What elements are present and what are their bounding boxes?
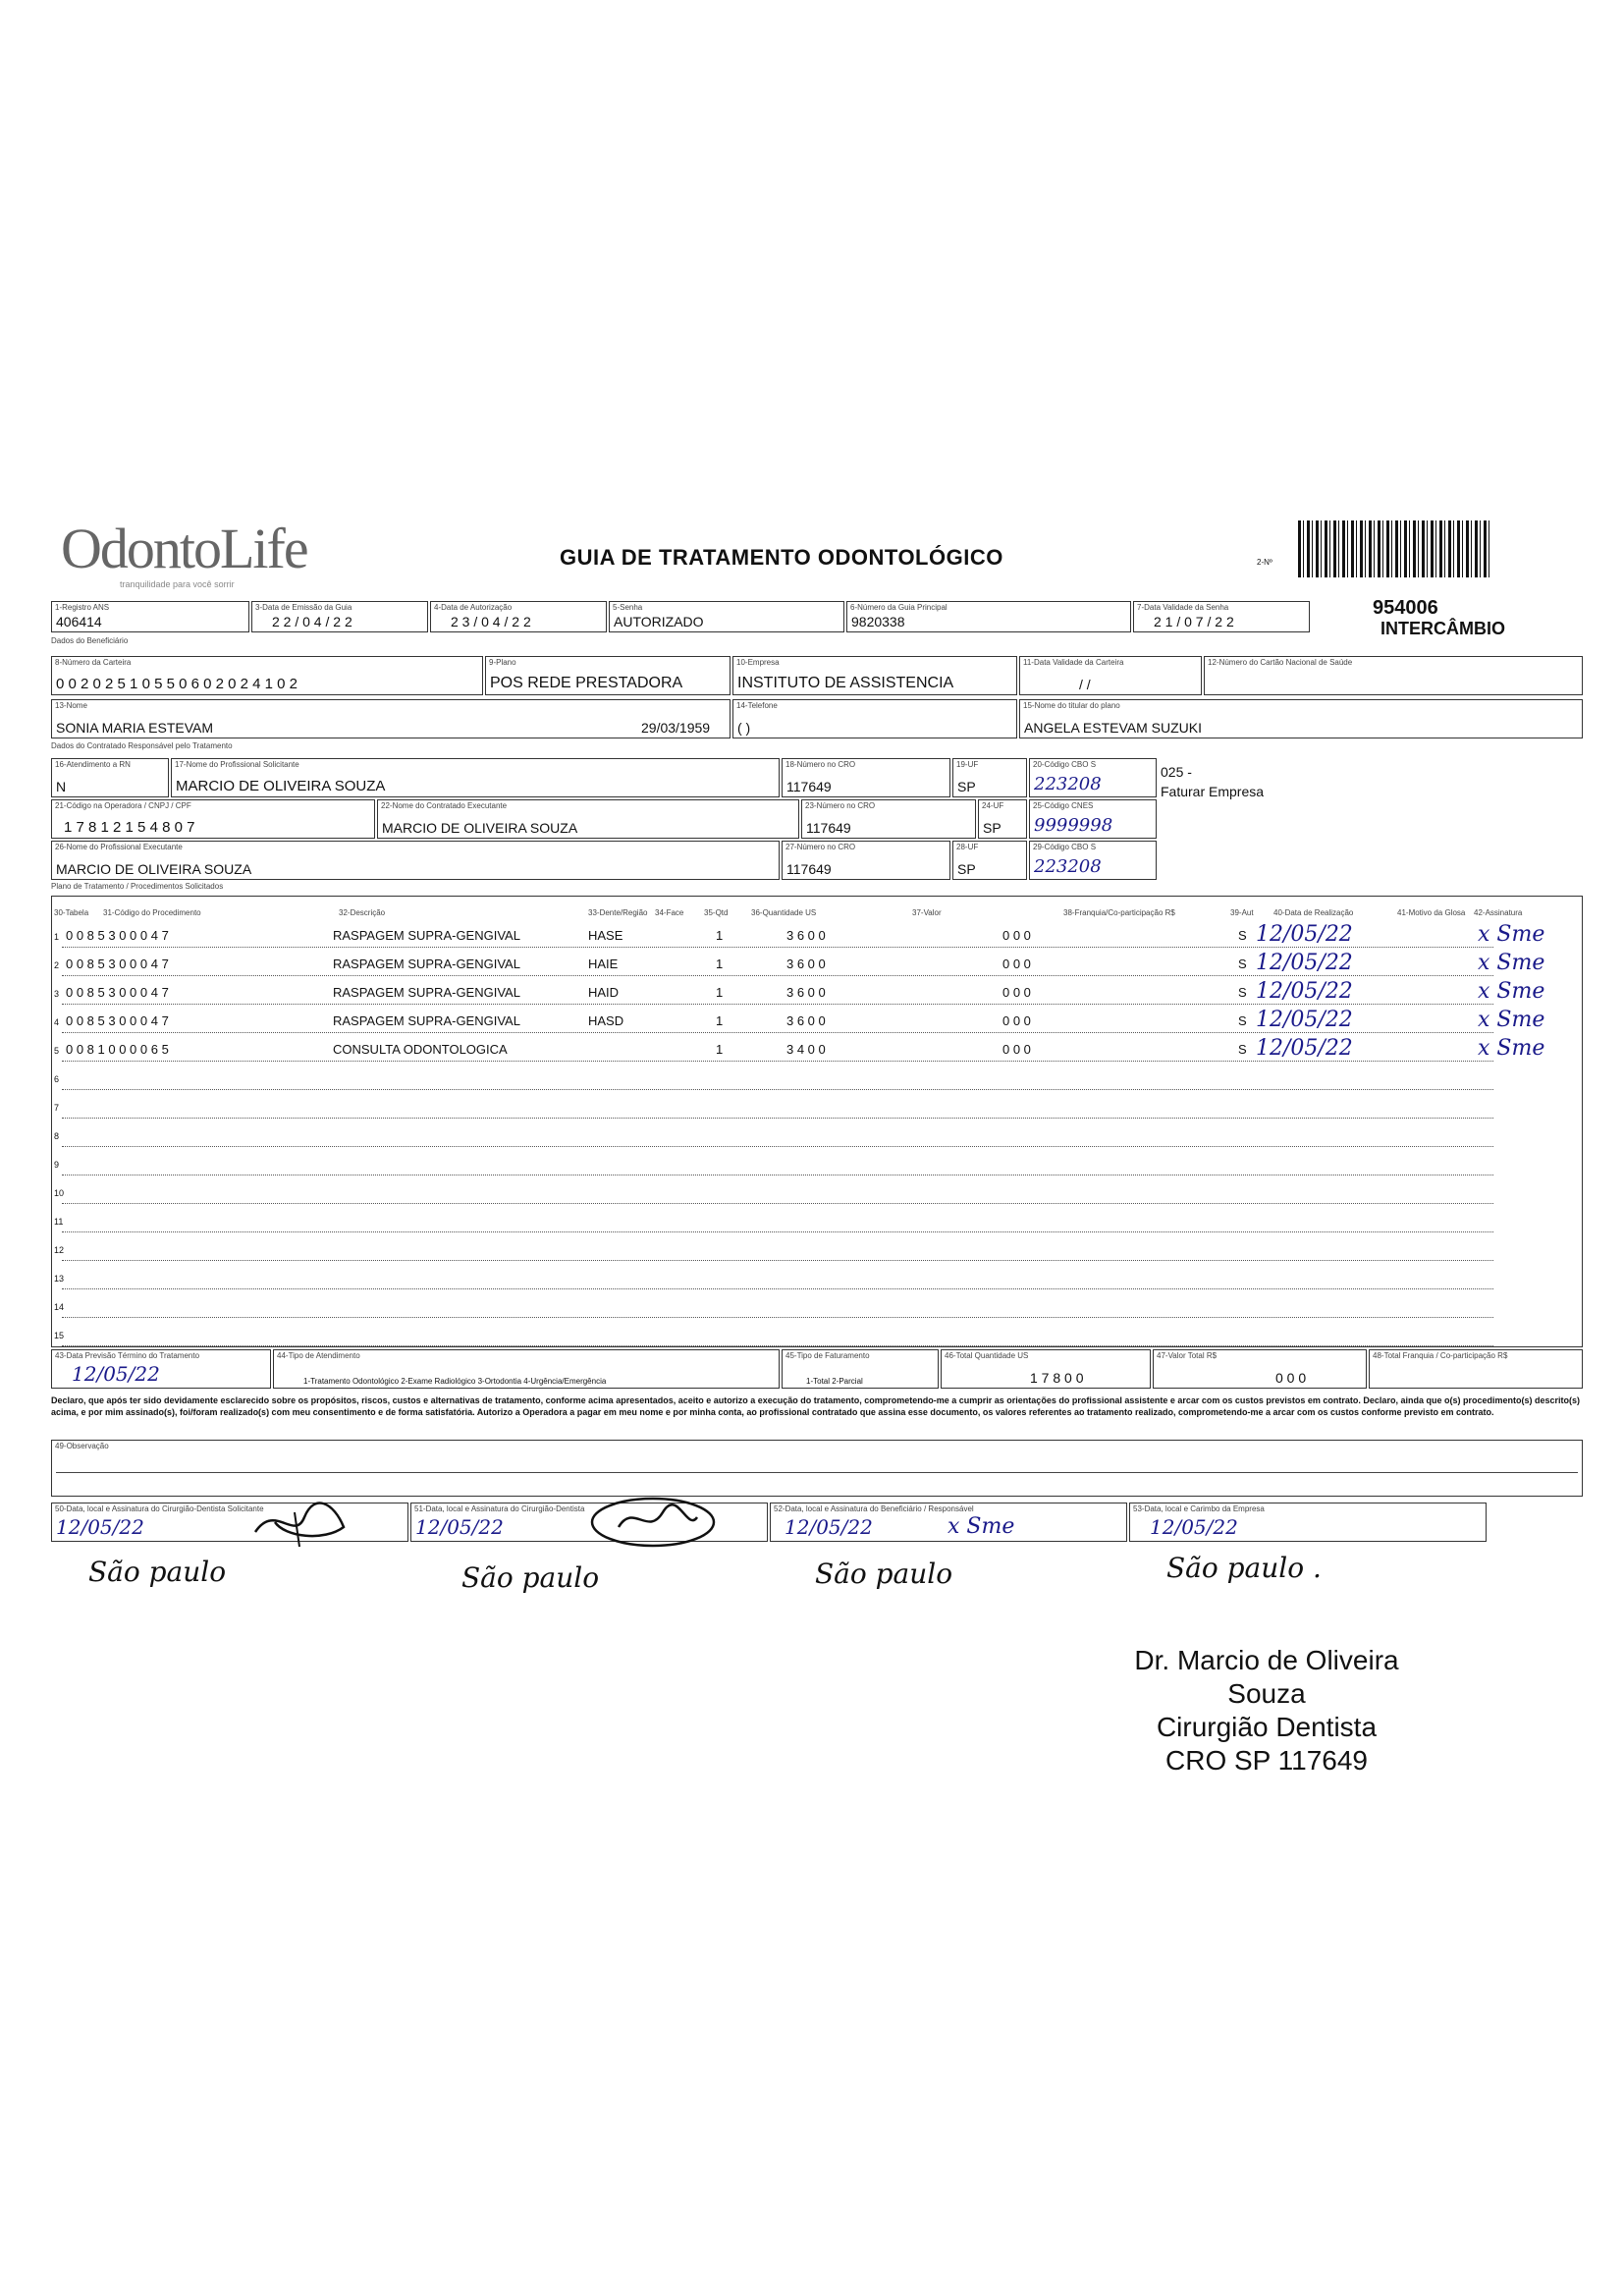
procedure-qty: 1 [716,957,724,971]
table-row [52,1150,1582,1178]
table-row [52,922,1582,951]
table-row [52,1036,1582,1065]
field-guia-principal: 6-Número da Guia Principal 9820338 [846,601,1131,632]
row-number: 7 [54,1103,60,1113]
procedure-region: HAID [588,985,620,1000]
procedure-signature: x Sme [1478,979,1545,1004]
guide-number: 954006 [1373,597,1438,619]
table-row [52,951,1582,979]
field-empresa: 10-Empresa INSTITUTO DE ASSISTENCIA [732,656,1017,695]
place-handwritten-1: São paulo [88,1556,227,1588]
field-telefone: 14-Telefone ( ) [732,699,1017,738]
field-uf-prof-executante: 28-UF SP [952,841,1027,880]
row-number: 2 [54,960,60,970]
field-cro-solicitante: 18-Número no CRO 117649 [782,758,950,797]
stamp-cro: CRO SP 117649 [1165,1745,1368,1776]
procedure-date: 12/05/22 [1256,979,1353,1004]
row-number: 3 [54,989,60,999]
procedure-valor: 0 0 0 [1002,985,1031,1000]
odontolife-logo: OdontoLife [61,517,307,580]
procedure-aut: S [1238,928,1247,943]
table-row [52,1008,1582,1036]
procedure-code: 0 0 8 1 0 0 0 0 6 5 [66,1042,169,1057]
procedure-region: HASD [588,1013,624,1028]
procedure-date: 12/05/22 [1256,951,1353,975]
header-aut: 39-Aut [1230,908,1254,917]
field-data-autorizacao: 4-Data de Autorização 2 3 / 0 4 / 2 2 [430,601,607,632]
procedure-qty: 1 [716,985,724,1000]
field-uf-solicitante: 19-UF SP [952,758,1027,797]
field-cbo-solicitante: 20-Código CBO S 223208 [1029,758,1157,797]
procedure-signature: x Sme [1478,922,1545,947]
procedure-aut: S [1238,985,1247,1000]
table-row [52,1264,1582,1292]
row-number: 9 [54,1160,60,1170]
field-observacao: 49-Observação [51,1440,1583,1497]
procedure-us: 3 4 0 0 [786,1042,826,1057]
header-tabela: 30-Tabela [54,908,89,917]
header-valor: 37-Valor [912,908,942,917]
procedures-table [51,896,1583,1347]
procedure-us: 3 6 0 0 [786,985,826,1000]
signature-box-executante: 51-Data, local e Assinatura do Cirurgião-Dentista 12/05/22 [410,1503,768,1542]
row-number: 14 [54,1302,65,1312]
field-atendimento-rn: 16-Atendimento a RN N [51,758,169,797]
row-number: 4 [54,1017,60,1027]
procedure-valor: 0 0 0 [1002,1042,1031,1057]
field-valor-total: 47-Valor Total R$ 0 0 0 [1153,1349,1367,1389]
dentist-stamp [1100,1644,1434,1777]
field-previsao-termino: 43-Data Previsão Término do Tratamento 12/05/22 [51,1349,271,1389]
table-row [52,1121,1582,1150]
declaration-text: Declaro, que após ter sido devidamente esclarecido sobre os propósitos, riscos, custos e alternativas de tratamento, conforme acima apresentados, aceito e autorizo a execução do tratamento, comprometendo-me a cumprir as orientações do profissional assistente e arcar com os custos previstos em contrato. Declaro, ainda que o(s) procedimento(s) descrito(s) acima, e por mim assinado(s), foi/foram realizado(s) com meu consentimento e de forma satisfatória. Autorizo a Operadora a pagar em meu nome e por minha conta, ao profissional contratado que assina esse documento, os valores referentes ao tratamento realizado, comprometendo-me a arcar com os custos conforme previsto em contrato. [51,1395,1580,1417]
signature-box-beneficiario: 52-Data, local e Assinatura do Beneficiário / Responsável 12/05/22 x Sme [770,1503,1127,1542]
procedure-date: 12/05/22 [1256,1008,1353,1032]
procedure-us: 3 6 0 0 [786,1013,826,1028]
procedure-us: 3 6 0 0 [786,928,826,943]
procedure-code: 0 0 8 5 3 0 0 0 4 7 [66,985,169,1000]
header-dente: 33-Dente/Região [588,908,648,917]
header-assinatura: 42-Assinatura [1474,908,1523,917]
place-handwritten-4: São paulo . [1166,1552,1322,1584]
procedure-code: 0 0 8 5 3 0 0 0 4 7 [66,928,169,943]
header-qtd: 35-Qtd [704,908,729,917]
field-plano: 9-Plano POS REDE PRESTADORA [485,656,731,695]
procedure-description: CONSULTA ODONTOLOGICA [333,1042,508,1057]
signature-box-solicitante: 50-Data, local e Assinatura do Cirurgião-Dentista Solicitante 12/05/22 [51,1503,408,1542]
procedure-valor: 0 0 0 [1002,957,1031,971]
field-nome: 13-Nome SONIA MARIA ESTEVAM 29/03/1959 [51,699,731,738]
procedure-aut: S [1238,957,1247,971]
field-cartao-nacional: 12-Número do Cartão Nacional de Saúde [1204,656,1583,695]
signature-scribble-2 [589,1493,736,1552]
field-registro-ans: 1-Registro ANS 406414 [51,601,249,632]
header-us: 36-Quantidade US [751,908,817,917]
field-validade-senha: 7-Data Validade da Senha 2 1 / 0 7 / 2 2 [1133,601,1310,632]
section-plano: Plano de Tratamento / Procedimentos Solicitados [51,882,224,891]
procedure-date: 12/05/22 [1256,1036,1353,1061]
barcode-image [1298,520,1491,577]
page-title: GUIA DE TRATAMENTO ODONTOLÓGICO [560,545,1003,570]
row-number: 8 [54,1131,60,1141]
table-row [52,1292,1582,1321]
procedure-description: RASPAGEM SUPRA-GENGIVAL [333,957,520,971]
procedure-us: 3 6 0 0 [786,957,826,971]
stamp-title: Cirurgião Dentista [1156,1712,1378,1742]
procedure-code: 0 0 8 5 3 0 0 0 4 7 [66,1013,169,1028]
procedure-signature: x Sme [1478,1008,1545,1032]
header-face: 34-Face [655,908,684,917]
header-franquia: 38-Franquia/Co-participação R$ [1063,908,1175,917]
row-number: 10 [54,1188,65,1198]
table-row [52,1321,1582,1349]
row-number: 11 [54,1217,64,1227]
signature-box-empresa: 53-Data, local e Carimbo da Empresa 12/05/22 [1129,1503,1487,1542]
procedure-description: RASPAGEM SUPRA-GENGIVAL [333,928,520,943]
field-data-emissao: 3-Data de Emissão da Guia 2 2 / 0 4 / 2 2 [251,601,428,632]
procedure-qty: 1 [716,1013,724,1028]
procedure-date: 12/05/22 [1256,922,1353,947]
header-data-realizacao: 40-Data de Realização [1273,908,1354,917]
field-titular: 15-Nome do titular do plano ANGELA ESTEVAM SUZUKI [1019,699,1583,738]
row-number: 15 [54,1331,65,1340]
field-cro-prof-executante: 27-Número no CRO 117649 [782,841,950,880]
guide-type: INTERCÂMBIO [1380,619,1505,638]
section-contratado: Dados do Contratado Responsável pelo Tratamento [51,741,233,750]
procedure-region: HAIE [588,957,619,971]
row-number: 1 [54,932,60,942]
field-total-franquia: 48-Total Franquia / Co-participação R$ [1369,1349,1583,1389]
place-handwritten-2: São paulo [461,1561,600,1594]
procedure-qty: 1 [716,928,724,943]
procedure-signature: x Sme [1478,951,1545,975]
procedure-valor: 0 0 0 [1002,1013,1031,1028]
field-profissional-solicitante: 17-Nome do Profissional Solicitante MARCIO DE OLIVEIRA SOUZA [171,758,780,797]
procedure-description: RASPAGEM SUPRA-GENGIVAL [333,1013,520,1028]
table-row [52,1093,1582,1121]
guide-number-label: 2-Nº [1257,558,1272,567]
procedure-region: HASE [588,928,623,943]
procedure-qty: 1 [716,1042,724,1057]
field-validade-carteira: 11-Data Validade da Carteira / / [1019,656,1202,695]
field-tipo-atendimento: 44-Tipo de Atendimento 1-Tratamento Odontológico 2-Exame Radiológico 3-Ortodontia 4-Urgência/Emergência [273,1349,780,1389]
field-uf-executante: 24-UF SP [978,799,1027,839]
section-beneficiario: Dados do Beneficiário [51,636,129,645]
row-number: 13 [54,1274,65,1284]
field-numero-carteira: 8-Número da Carteira 0 0 2 0 2 5 1 0 5 5 0 6 0 2 0 2 4 1 0 2 [51,656,483,695]
procedure-description: RASPAGEM SUPRA-GENGIVAL [333,985,520,1000]
faturamento-code: 025 - [1161,764,1192,780]
field-profissional-executante: 26-Nome do Profissional Executante MARCIO DE OLIVEIRA SOUZA [51,841,780,880]
header-motivo-glosa: 41-Motivo da Glosa [1397,908,1466,917]
header-descricao: 32-Descrição [339,908,386,917]
stamp-name: Dr. Marcio de Oliveira Souza [1134,1645,1399,1709]
table-row [52,1235,1582,1264]
faturamento-label: Faturar Empresa [1161,784,1265,799]
table-row [52,1178,1582,1207]
table-row [52,979,1582,1008]
signature-scribble-1 [245,1493,363,1552]
logo-tagline: tranquilidade para você sorrir [120,579,235,589]
procedure-aut: S [1238,1013,1247,1028]
procedure-aut: S [1238,1042,1247,1057]
row-number: 6 [54,1074,60,1084]
field-contratado-executante: 22-Nome do Contratado Executante MARCIO DE OLIVEIRA SOUZA [377,799,799,839]
field-cbo-executante: 29-Código CBO S 223208 [1029,841,1157,880]
procedure-code: 0 0 8 5 3 0 0 0 4 7 [66,957,169,971]
procedure-signature: x Sme [1478,1036,1545,1061]
field-codigo-operadora: 21-Código na Operadora / CNPJ / CPF 1 7 8 1 2 1 5 4 8 0 7 [51,799,375,839]
row-number: 5 [54,1046,60,1056]
field-total-us: 46-Total Quantidade US 1 7 8 0 0 [941,1349,1151,1389]
table-row [52,1207,1582,1235]
procedure-valor: 0 0 0 [1002,928,1031,943]
row-number: 12 [54,1245,65,1255]
field-tipo-faturamento: 45-Tipo de Faturamento 1-Total 2-Parcial [782,1349,939,1389]
place-handwritten-3: São paulo [815,1558,953,1590]
field-senha: 5-Senha AUTORIZADO [609,601,844,632]
field-cnes: 25-Código CNES 9999998 [1029,799,1157,839]
field-cro-executante: 23-Número no CRO 117649 [801,799,976,839]
header-codigo: 31-Código do Procedimento [103,908,201,917]
table-row [52,1065,1582,1093]
